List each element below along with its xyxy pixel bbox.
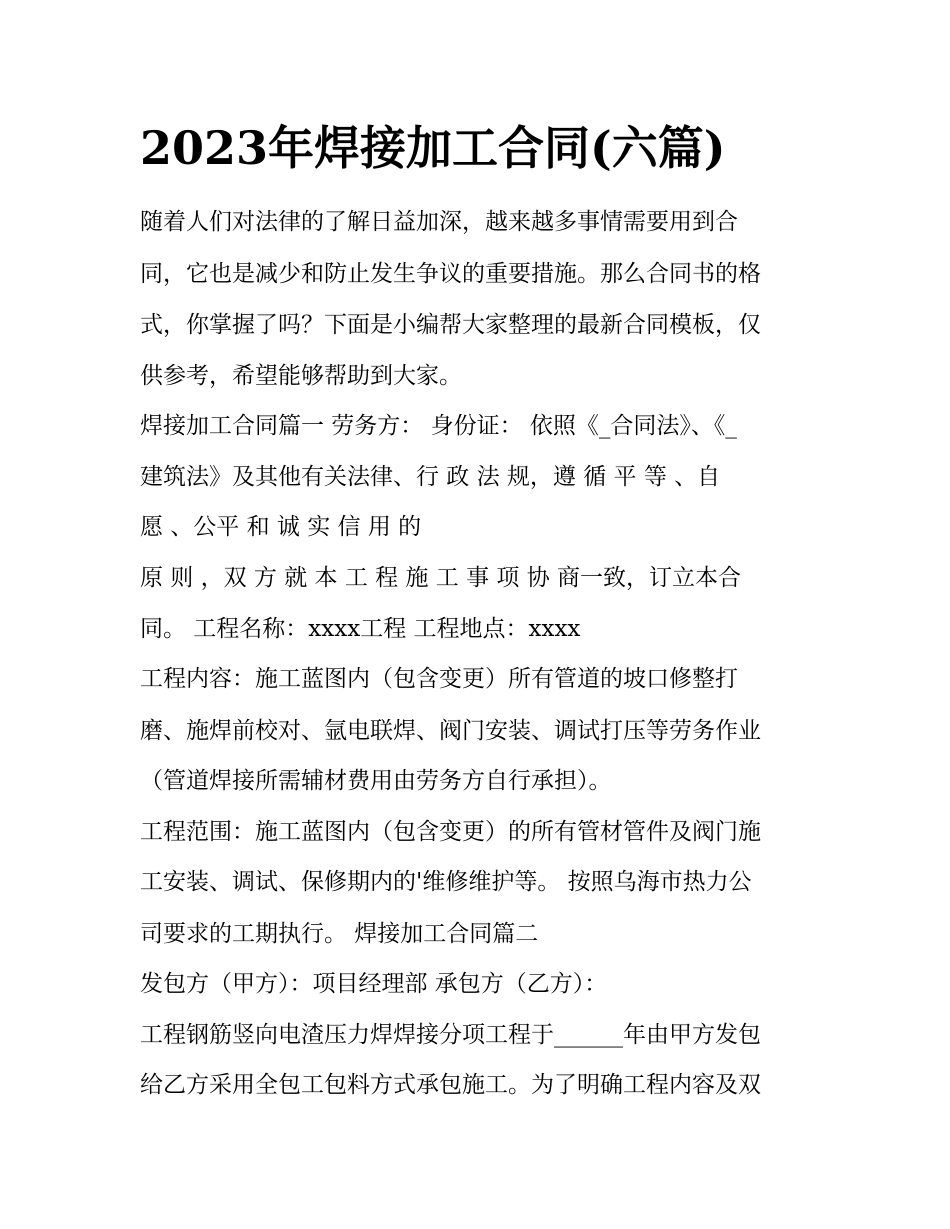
body-line: （管道焊接所需辅材费用由劳务方自行承担）。: [140, 768, 612, 794]
body-line: 工安装、调试、保修期内的'维修维护等。 按照乌海市热力公: [140, 869, 752, 895]
body-line: 同，它也是减少和防止发生争议的重要措施。那么合同书的格: [140, 261, 761, 287]
body-line: 焊接加工合同篇一 劳务方： 身份证： 依照《_合同法》、《_: [140, 413, 737, 439]
body-line: 工程范围：施工蓝图内（包含变更）的所有管材管件及阀门施: [140, 819, 761, 845]
body-line: 工程钢筋竖向电渣压力焊焊接分项工程于______年由甲方发包: [140, 1022, 761, 1048]
body-line: 随着人们对法律的了解日益加深，越来越多事情需要用到合: [140, 209, 738, 235]
body-line: 愿 、公平 和 诚 实 信 用 的: [140, 514, 422, 540]
body-line: 式，你掌握了吗？下面是小编帮大家整理的最新合同模板，仅: [140, 312, 761, 338]
body-line: 发包方（甲方）：项目经理部 承包方（乙方）：: [140, 971, 608, 997]
document-title: 2023年焊接加工合同(六篇): [140, 121, 726, 175]
body-line: 建筑法》及其他有关法律、行 政 法 规，遵 循 平 等 、自: [140, 464, 721, 490]
body-line: 给乙方采用全包工包料方式承包施工。为了明确工程内容及双: [140, 1072, 761, 1098]
body-line: 同。 工程名称：xxxx工程 工程地点：xxxx: [140, 616, 581, 642]
body-line: 司要求的工期执行。 焊接加工合同篇二: [140, 921, 539, 947]
body-line: 工程内容：施工蓝图内（包含变更）所有管道的坡口修整打: [140, 666, 738, 692]
body-line: 磨、施焊前校对、氩电联焊、阀门安装、调试打压等劳务作业: [140, 718, 761, 744]
body-line: 供参考，希望能够帮助到大家。: [140, 363, 462, 389]
body-line: 原 则 ，双 方 就 本 工 程 施 工 事 项 协 商一致，订立本合: [140, 565, 742, 591]
